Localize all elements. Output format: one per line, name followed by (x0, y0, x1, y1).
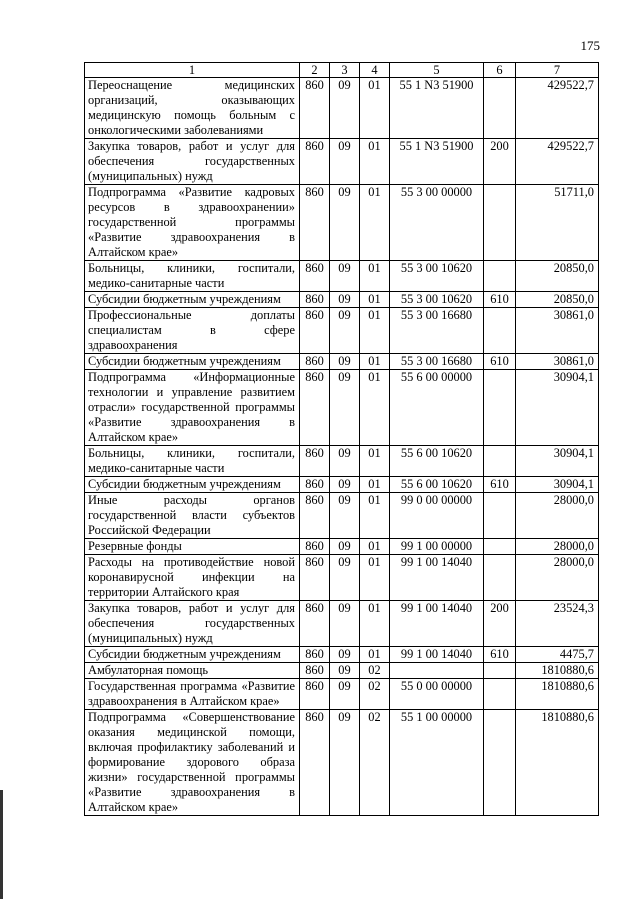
table-row (85, 139, 599, 185)
budget-table (84, 62, 599, 816)
header-cell-7: 7 (516, 63, 599, 78)
expense-type-code-cell (484, 185, 516, 261)
table-row (85, 601, 599, 647)
table-row (85, 292, 599, 308)
header-cell-1: 1 (85, 63, 300, 78)
item-name-cell: Государственная программа «Развитие здравоохранения в Алтайском крае» (85, 679, 300, 710)
ministry-code-cell: 860 (300, 663, 330, 679)
target-code-cell: 99 1 00 00000 (390, 539, 484, 555)
ministry-code-cell: 860 (300, 555, 330, 601)
expense-type-code-cell: 200 (484, 139, 516, 185)
section-code-cell: 09 (330, 308, 360, 354)
item-name-cell: Закупка товаров, работ и услуг для обеспечения государственных (муниципальных) нужд (85, 601, 300, 647)
table-row (85, 78, 599, 139)
item-name-cell: Иные расходы органов государственной власти субъектов Российской Федерации (85, 493, 300, 539)
item-name-cell: Подпрограмма «Совершенствование оказания медицинской помощи, включая профилактику заболеваний и формирование здорового образа жизни» государственной программы «Развитие здравоохранения в Алтайском крае» (85, 710, 300, 816)
subsection-code-cell: 01 (360, 308, 390, 354)
expense-type-code-cell: 610 (484, 477, 516, 493)
ministry-code-cell: 860 (300, 354, 330, 370)
subsection-code-cell: 01 (360, 493, 390, 539)
table-row (85, 493, 599, 539)
target-code-cell: 55 3 00 16680 (390, 354, 484, 370)
amount-cell: 23524,3 (516, 601, 599, 647)
target-code-cell: 99 0 00 00000 (390, 493, 484, 539)
subsection-code-cell: 01 (360, 446, 390, 477)
amount-cell: 30861,0 (516, 308, 599, 354)
section-code-cell: 09 (330, 555, 360, 601)
table-row (85, 354, 599, 370)
table-row (85, 308, 599, 354)
subsection-code-cell: 01 (360, 539, 390, 555)
amount-cell: 1810880,6 (516, 710, 599, 816)
header-cell-6: 6 (484, 63, 516, 78)
subsection-code-cell: 01 (360, 139, 390, 185)
item-name-cell: Расходы на противодействие новой коронавирусной инфекции на территории Алтайского края (85, 555, 300, 601)
ministry-code-cell: 860 (300, 139, 330, 185)
section-code-cell: 09 (330, 477, 360, 493)
table-row (85, 679, 599, 710)
amount-cell: 4475,7 (516, 647, 599, 663)
ministry-code-cell: 860 (300, 647, 330, 663)
expense-type-code-cell (484, 493, 516, 539)
subsection-code-cell: 02 (360, 679, 390, 710)
ministry-code-cell: 860 (300, 370, 330, 446)
target-code-cell: 55 3 00 00000 (390, 185, 484, 261)
section-code-cell: 09 (330, 185, 360, 261)
expense-type-code-cell (484, 555, 516, 601)
target-code-cell: 55 6 00 00000 (390, 370, 484, 446)
subsection-code-cell: 01 (360, 477, 390, 493)
expense-type-code-cell: 610 (484, 292, 516, 308)
ministry-code-cell: 860 (300, 261, 330, 292)
item-name-cell: Переоснащение медицинских организаций, оказывающих медицинскую помощь больным с онкологическими заболеваниями (85, 78, 300, 139)
expense-type-code-cell (484, 370, 516, 446)
target-code-cell: 55 1 N3 51900 (390, 139, 484, 185)
table-row (85, 477, 599, 493)
amount-cell: 28000,0 (516, 539, 599, 555)
amount-cell: 30904,1 (516, 446, 599, 477)
expense-type-code-cell (484, 261, 516, 292)
table-row (85, 710, 599, 816)
target-code-cell: 55 1 00 00000 (390, 710, 484, 816)
ministry-code-cell: 860 (300, 292, 330, 308)
item-name-cell: Профессиональные доплаты специалистам в сфере здравоохранения (85, 308, 300, 354)
page-number: 175 (580, 38, 600, 53)
section-code-cell: 09 (330, 139, 360, 185)
expense-type-code-cell (484, 539, 516, 555)
expense-type-code-cell: 200 (484, 601, 516, 647)
subsection-code-cell: 01 (360, 78, 390, 139)
expense-type-code-cell (484, 710, 516, 816)
subsection-code-cell: 01 (360, 370, 390, 446)
subsection-code-cell: 01 (360, 292, 390, 308)
amount-cell: 429522,7 (516, 139, 599, 185)
ministry-code-cell: 860 (300, 308, 330, 354)
section-code-cell: 09 (330, 493, 360, 539)
header-cell-4: 4 (360, 63, 390, 78)
subsection-code-cell: 01 (360, 555, 390, 601)
amount-cell: 20850,0 (516, 292, 599, 308)
ministry-code-cell: 860 (300, 78, 330, 139)
section-code-cell: 09 (330, 710, 360, 816)
table-row (85, 446, 599, 477)
header-cell-2: 2 (300, 63, 330, 78)
amount-cell: 30904,1 (516, 477, 599, 493)
expense-type-code-cell: 610 (484, 354, 516, 370)
amount-cell: 51711,0 (516, 185, 599, 261)
scan-edge-mark (0, 790, 3, 899)
target-code-cell (390, 663, 484, 679)
section-code-cell: 09 (330, 663, 360, 679)
amount-cell: 28000,0 (516, 493, 599, 539)
table-header (85, 63, 599, 78)
header-row (85, 63, 599, 78)
section-code-cell: 09 (330, 292, 360, 308)
ministry-code-cell: 860 (300, 446, 330, 477)
subsection-code-cell: 01 (360, 185, 390, 261)
subsection-code-cell: 01 (360, 354, 390, 370)
subsection-code-cell: 01 (360, 647, 390, 663)
amount-cell: 28000,0 (516, 555, 599, 601)
target-code-cell: 55 0 00 00000 (390, 679, 484, 710)
item-name-cell: Закупка товаров, работ и услуг для обеспечения государственных (муниципальных) нужд (85, 139, 300, 185)
table-row (85, 647, 599, 663)
expense-type-code-cell (484, 446, 516, 477)
section-code-cell: 09 (330, 78, 360, 139)
item-name-cell: Субсидии бюджетным учреждениям (85, 292, 300, 308)
expense-type-code-cell (484, 308, 516, 354)
amount-cell: 30861,0 (516, 354, 599, 370)
section-code-cell: 09 (330, 446, 360, 477)
subsection-code-cell: 02 (360, 663, 390, 679)
ministry-code-cell: 860 (300, 185, 330, 261)
target-code-cell: 55 1 N3 51900 (390, 78, 484, 139)
expense-type-code-cell (484, 679, 516, 710)
amount-cell: 30904,1 (516, 370, 599, 446)
target-code-cell: 55 6 00 10620 (390, 446, 484, 477)
item-name-cell: Больницы, клиники, госпитали, медико-санитарные части (85, 446, 300, 477)
ministry-code-cell: 860 (300, 493, 330, 539)
table-row (85, 539, 599, 555)
ministry-code-cell: 860 (300, 679, 330, 710)
target-code-cell: 99 1 00 14040 (390, 647, 484, 663)
subsection-code-cell: 01 (360, 261, 390, 292)
item-name-cell: Резервные фонды (85, 539, 300, 555)
item-name-cell: Субсидии бюджетным учреждениям (85, 477, 300, 493)
target-code-cell: 99 1 00 14040 (390, 601, 484, 647)
table-row (85, 261, 599, 292)
item-name-cell: Подпрограмма «Информационные технологии и управление развитием отрасли» государственной программы «Развитие здравоохранения в Алтайском крае» (85, 370, 300, 446)
section-code-cell: 09 (330, 354, 360, 370)
section-code-cell: 09 (330, 647, 360, 663)
section-code-cell: 09 (330, 261, 360, 292)
amount-cell: 1810880,6 (516, 663, 599, 679)
target-code-cell: 55 3 00 10620 (390, 261, 484, 292)
ministry-code-cell: 860 (300, 710, 330, 816)
target-code-cell: 99 1 00 14040 (390, 555, 484, 601)
target-code-cell: 55 3 00 16680 (390, 308, 484, 354)
table-row (85, 663, 599, 679)
amount-cell: 429522,7 (516, 78, 599, 139)
table-row (85, 555, 599, 601)
amount-cell: 1810880,6 (516, 679, 599, 710)
item-name-cell: Больницы, клиники, госпитали, медико-санитарные части (85, 261, 300, 292)
item-name-cell: Подпрограмма «Развитие кадровых ресурсов в здравоохранении» государственной программы «Развитие здравоохранения в Алтайском крае» (85, 185, 300, 261)
table-body (85, 78, 599, 816)
target-code-cell: 55 6 00 10620 (390, 477, 484, 493)
item-name-cell: Амбулаторная помощь (85, 663, 300, 679)
item-name-cell: Субсидии бюджетным учреждениям (85, 354, 300, 370)
section-code-cell: 09 (330, 539, 360, 555)
ministry-code-cell: 860 (300, 539, 330, 555)
table-row (85, 185, 599, 261)
header-cell-3: 3 (330, 63, 360, 78)
subsection-code-cell: 01 (360, 601, 390, 647)
header-cell-5: 5 (390, 63, 484, 78)
amount-cell: 20850,0 (516, 261, 599, 292)
ministry-code-cell: 860 (300, 477, 330, 493)
ministry-code-cell: 860 (300, 601, 330, 647)
expense-type-code-cell (484, 78, 516, 139)
table-row (85, 370, 599, 446)
section-code-cell: 09 (330, 370, 360, 446)
subsection-code-cell: 02 (360, 710, 390, 816)
section-code-cell: 09 (330, 601, 360, 647)
target-code-cell: 55 3 00 10620 (390, 292, 484, 308)
item-name-cell: Субсидии бюджетным учреждениям (85, 647, 300, 663)
expense-type-code-cell (484, 663, 516, 679)
section-code-cell: 09 (330, 679, 360, 710)
expense-type-code-cell: 610 (484, 647, 516, 663)
